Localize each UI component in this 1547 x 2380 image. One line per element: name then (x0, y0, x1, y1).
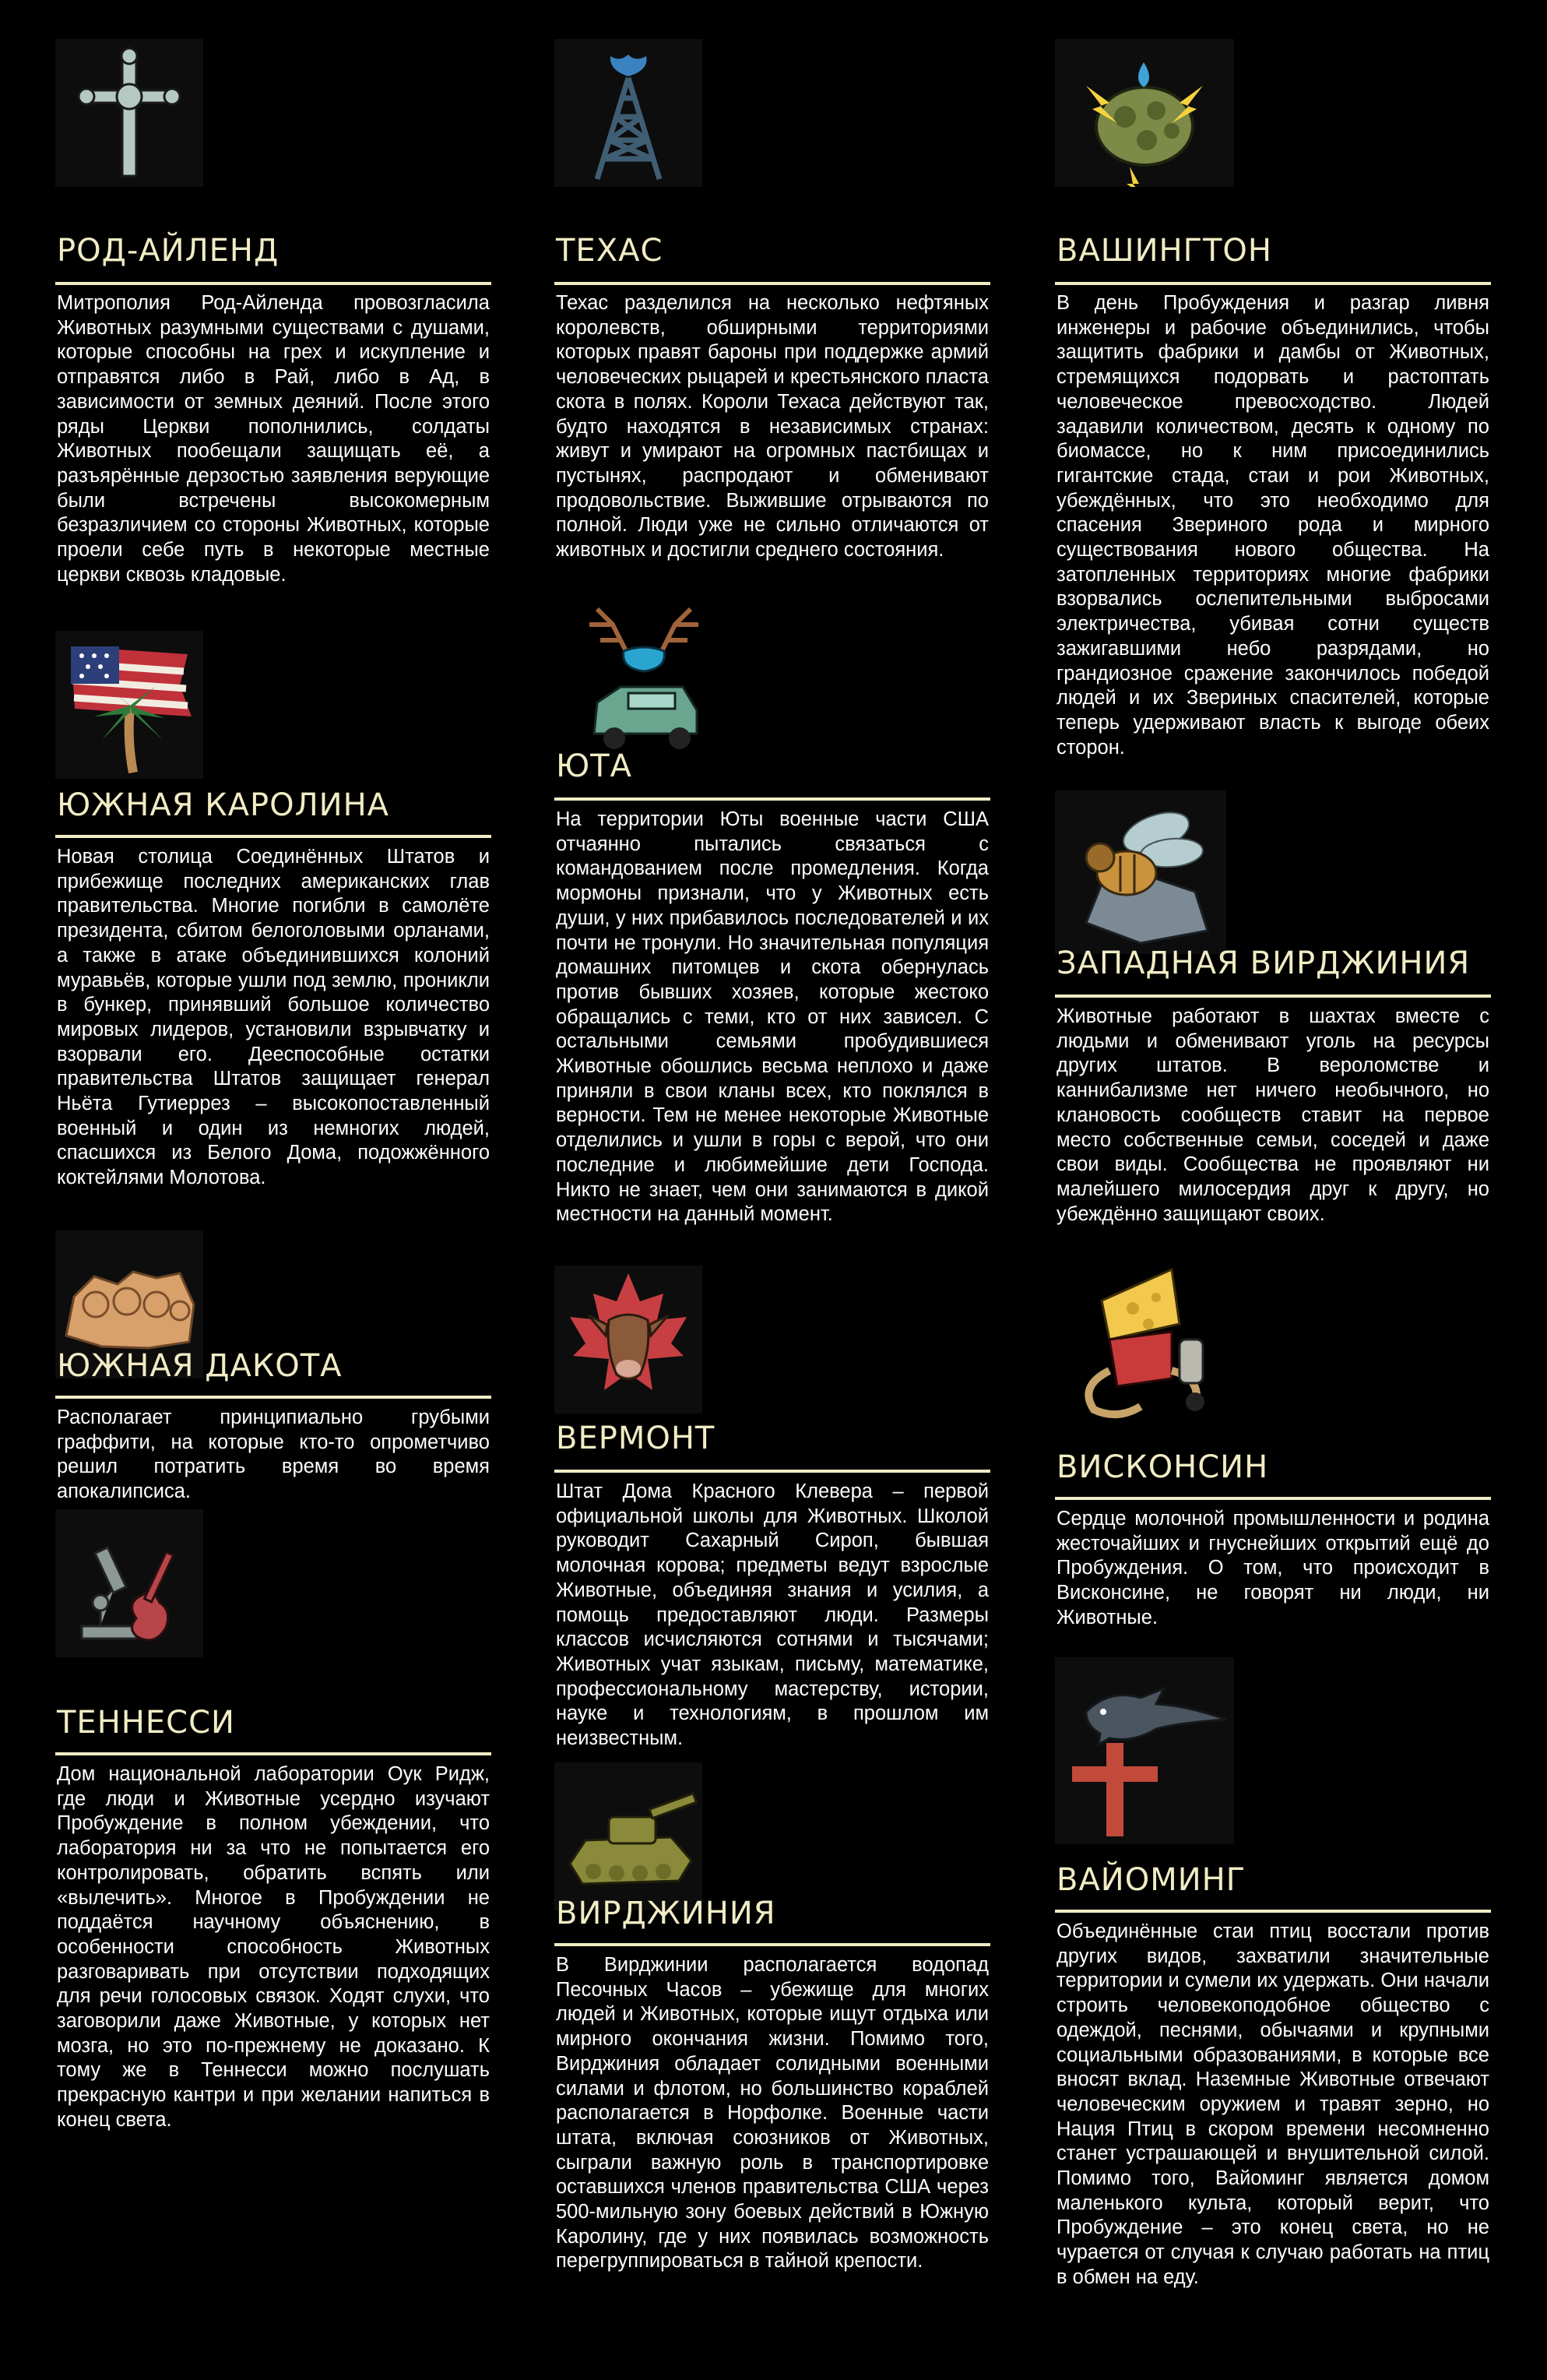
title-rule (1055, 1497, 1491, 1500)
section-title: ВАЙОМИНГ (1057, 1862, 1246, 1898)
section-text: Дом национальной лаборатории Оук Ридж, где люди и Животные усердно изучают Пробуждение в полном убеждении, что лаборатория ни за что не попытается его контролировать, обратить вспять или «вылечить». Многое в Пробуждении не поддаётся научному объяснению, в особенности способность Животных разговаривать при отсутствии подходящих для речи голосовых связок. Ходят слухи, что заговорили даже Животные, у которых нет мозга, но это по-прежнему не доказано. К тому же в Теннесси можно послушать прекрасную кантри и при желании напиться в конец света. (57, 1763, 490, 2131)
title-rule (1055, 282, 1491, 285)
section-title: РОД-АЙЛЕНД (57, 233, 280, 269)
section-text: В день Пробуждения и разгар ливня инженеры и рабочие объединились, чтобы защитить фабрики и дамбы от Животных, стремящихся подорвать и растоптать человеческое превосходство. Людей задавили количеством, десять к одному по биомассе, но к ним присоединились гигантские стада, стаи и рои Животных, убеждённых, что это необходимо для спасения Звериного рода и мирного существования нового общества. На затопленных территориях многие фабрики взорвались ослепительными выбросами электричества, убивая сотни существ зажигавшими небо разрядами, но грандиозное сражение закончилось победой людей и их Звериных спасителей, которые теперь удерживают власть к выгоде обеих сторон. (1057, 292, 1489, 759)
section-title: ВЕРМОНТ (556, 1421, 715, 1456)
flag-palm-icon (55, 631, 203, 779)
oil-derrick-icon (554, 39, 702, 187)
section-text: Митрополия Род-Айленда провозгласила Животных разумными существами с душами, которые способны на грех и искупление и отправятся либо в Рай, либо в Ад, в зависимости от земных деяний. После этого ряды Церкви пополнились, солдаты Животных пообещали защищать её, а разъярённые дерзостью заявления верующие были встречены высокомерным безразличием со стороны Животных, которые проели себе путь в некоторые местные церкви сквозь кладовые. (57, 292, 490, 586)
microscope-guitar-icon (55, 1509, 203, 1657)
title-rule (1055, 1910, 1491, 1913)
section-text: Штат Дома Красного Клевера – первой официальной школы для Животных. Школой руководит Сахарный Сироп, бывшая молочная корова; предметы ведут взрослые Животные, объединяя знания и усилия, а помощь предоставляют люди. Размеры классов исчисляются сотнями и тысячами; Животных учат языкам, письму, математике, профессиональному мастерству, истории, науке и технологиям, в прошлом им неизвестным. (556, 1480, 989, 1750)
title-rule (554, 797, 990, 801)
title-rule (55, 835, 491, 838)
section-title: ВАШИНГТОН (1057, 233, 1272, 269)
maple-leaf-cow-icon (554, 1266, 702, 1414)
raven-cross-icon (1055, 1657, 1234, 1844)
column-right (1055, 0, 1491, 2380)
tank-icon (554, 1762, 702, 1910)
section-title: ЮЖНАЯ ДАКОТА (57, 1348, 343, 1384)
section-title: ЗАПАДНАЯ ВИРДЖИНИЯ (1057, 945, 1471, 981)
section-text: На территории Юты военные части США отчаянно пытались связаться с командованием после промедления. Когда мормоны признали, что у Животных есть души, у них прибавилось последователей и их почти не тронули. Но значительная популяция домашних питомцев и скота обернулась против бывших хозяев, которые жестоко обращались с теми, кто от них зависел. С остальными семьями пробудившиеся Животные обошлись весьма неплохо и даже приняли в свои кланы всех, кто поклялся в верности. Тем не менее некоторые Животные отделились и ушли в горы с верой, что они последние и любимейшие дети Господа. Никто не знает, чем они занимаются в дикой местности на данный момент. (556, 808, 989, 1226)
column-middle (554, 0, 990, 2380)
title-rule (554, 1943, 990, 1946)
title-rule (554, 1470, 990, 1473)
section-text: Объединённые стаи птиц восстали против других видов, захватили значительные территории и сумели их удержать. Они начали строить человекоподобное общество с одеждой, песнями, обычаями и крупными социальными образованиями, в которые все вносят вклад. Наземные Животные отвечают человеческим оружием и травят зерно, но Нация Птиц в скором времени несомненно станет устрашающей и внушительной силой. Помимо того, Вайоминг является домом маленького культа, который верит, что Пробуждение – это конец света, но не чурается от случая к случаю работать на птиц в обмен на еду. (1057, 1921, 1489, 2288)
section-text: Новая столица Соединённых Штатов и прибежище последних американских глав правительства. Многие погибли в самолёте президента, сбитом белоголовыми орланами, а также в атаке объединившихся колоний муравьёв, которые ушли под землю, проникли в бункер, принявший большое количество мировых лидеров, установили взрывчатку и взорвали его. Дееспособные остатки правительства Штатов защищает генерал Ньёта Гутиеррез – высокопоставленный военный и один из немногих людей, спасшихся из Белого Дома, подожжённого коктейлями Молотова. (57, 846, 490, 1189)
cheese-milker-icon (1055, 1254, 1234, 1433)
section-title: ВИРДЖИНИЯ (556, 1896, 776, 1931)
title-rule (554, 282, 990, 285)
section-title: ЮТА (556, 748, 632, 784)
section-title: ВИСКОНСИН (1057, 1449, 1269, 1485)
lightning-shell-icon (1055, 39, 1234, 187)
bee-coal-icon (1055, 790, 1226, 954)
cross-icon (55, 39, 203, 187)
section-text: Животные работают в шахтах вместе с людьми и обменивают уголь на ресурсы других штатов. В вероломстве и каннибализме нет ничего необычного, но клановость сообществ ставит на первое место собственные семьи, соседей и даже свои виды. Сообщества не проявляют ни малейшего милосердия друг к другу, но убеждённо защищают своих. (1057, 1005, 1489, 1225)
section-title: ЮЖНАЯ КАРОЛИНА (57, 787, 390, 823)
title-rule (55, 1396, 491, 1399)
title-rule (55, 282, 491, 285)
section-text: В Вирджинии располагается водопад Песочных Часов – убежище для многих людей и Животных, которые ищут отдыха или мирного окончания жизни. Помимо того, Вирджиния обладает солидными военными силами и флотом, но большинство кораблей располагается в Норфолке. Военные части штата, включая союзников от Животных, сыграли важную роль в транспортировке оставшихся членов правительства США через 500-мильную зону боевых действий в Южную Каролину, где у них появилась возможность перегруппироваться в тайной крепости. (556, 1954, 989, 2273)
section-text: Сердце молочной промышленности и родина жесточайших и гнуснейших открытий ещё до Пробуждения. О том, что происходит в Висконсине, не говорят ни люди, ни Животные. (1057, 1508, 1489, 1628)
title-rule (1055, 995, 1491, 998)
section-title: ТЕХАС (556, 233, 663, 269)
section-title: ТЕННЕССИ (57, 1705, 235, 1741)
section-text: Техас разделился на несколько нефтяных королевств, обширными территориями которых правят бароны при поддержке армий человеческих рыцарей и крестьянского пласта скота в полях. Короли Техаса действуют так, будто находятся в независимых странах: живут и умирают на огромных пастбищах и пустынях, распродают и обменивают продовольствие. Выжившие отрываются по полной. Люди уже не сильно отличаются от животных и достигли среднего состояния. (556, 292, 989, 562)
antlers-jeep-icon (566, 593, 722, 765)
section-text: Располагает принципиально грубыми граффити, на которые кто-то опрометчиво решил потратить время во время апокалипсиса. (57, 1407, 490, 1503)
column-left (55, 0, 491, 2380)
title-rule (55, 1752, 491, 1755)
